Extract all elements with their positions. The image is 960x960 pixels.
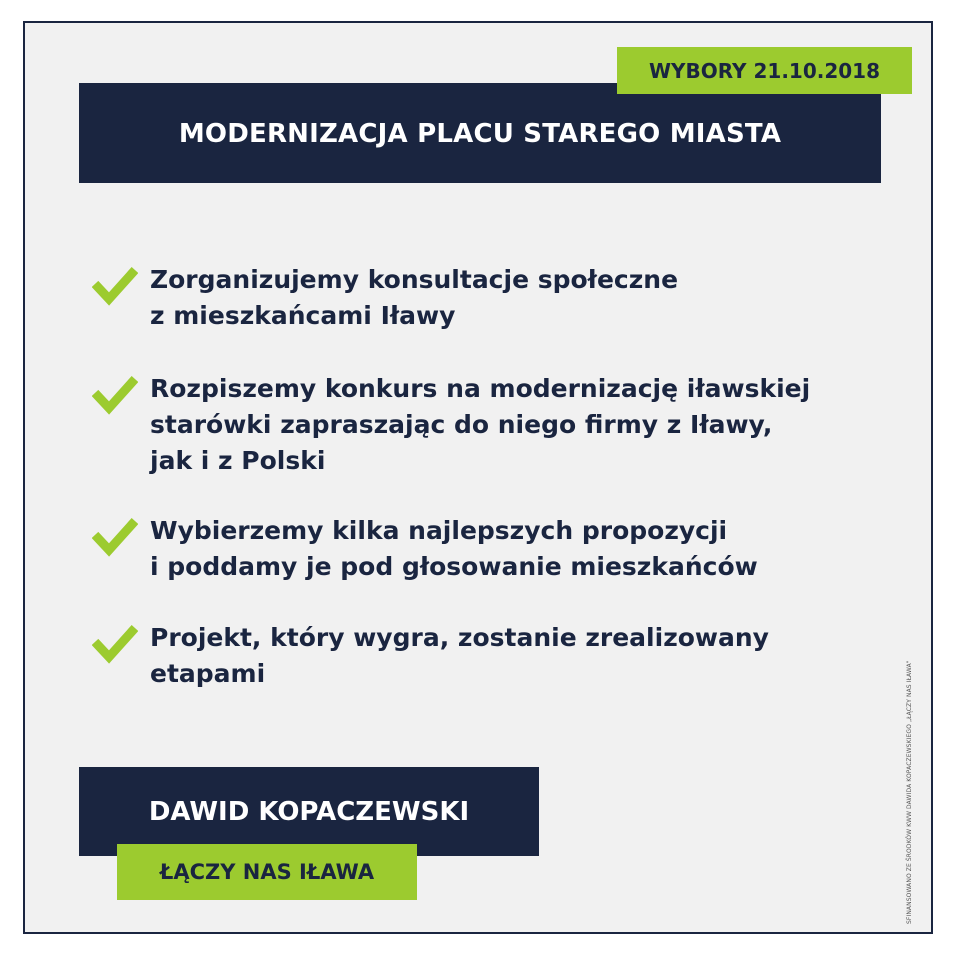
list-item-text: Zorganizujemy konsultacje społeczne z mieszkańcami Iławy xyxy=(150,265,679,330)
check-icon xyxy=(92,371,138,417)
candidate-name-bar xyxy=(79,767,539,856)
slogan-badge xyxy=(117,844,417,900)
election-date-badge xyxy=(617,47,912,94)
list-item-text: Projekt, który wygra, zostanie zrealizowany etapami xyxy=(150,623,769,688)
list-item-text: Wybierzemy kilka najlepszych propozycji i poddamy je pod głosowanie mieszkańców xyxy=(150,516,758,581)
funding-disclaimer: SFINANSOWANO ZE ŚRODKÓW KWW DAWIDA KOPACZEWSKIEGO „ŁĄCZY NAS IŁAWA" xyxy=(906,660,913,924)
list-item-text: Rozpiszemy konkurs na modernizację iławskiej starówki zapraszając do niego firmy z Iławy, jak i z Polski xyxy=(150,374,811,475)
slogan-text: ŁĄCZY NAS IŁAWA xyxy=(159,860,375,884)
check-icon xyxy=(92,620,138,666)
check-icon xyxy=(92,262,138,308)
candidate-name: DAWID KOPACZEWSKI xyxy=(148,796,470,827)
page-title xyxy=(79,83,881,183)
election-date-text: WYBORY 21.10.2018 xyxy=(648,58,881,83)
page-title-text: MODERNIZACJA PLACU STAREGO MIASTA xyxy=(178,119,782,149)
check-icon xyxy=(92,513,138,559)
